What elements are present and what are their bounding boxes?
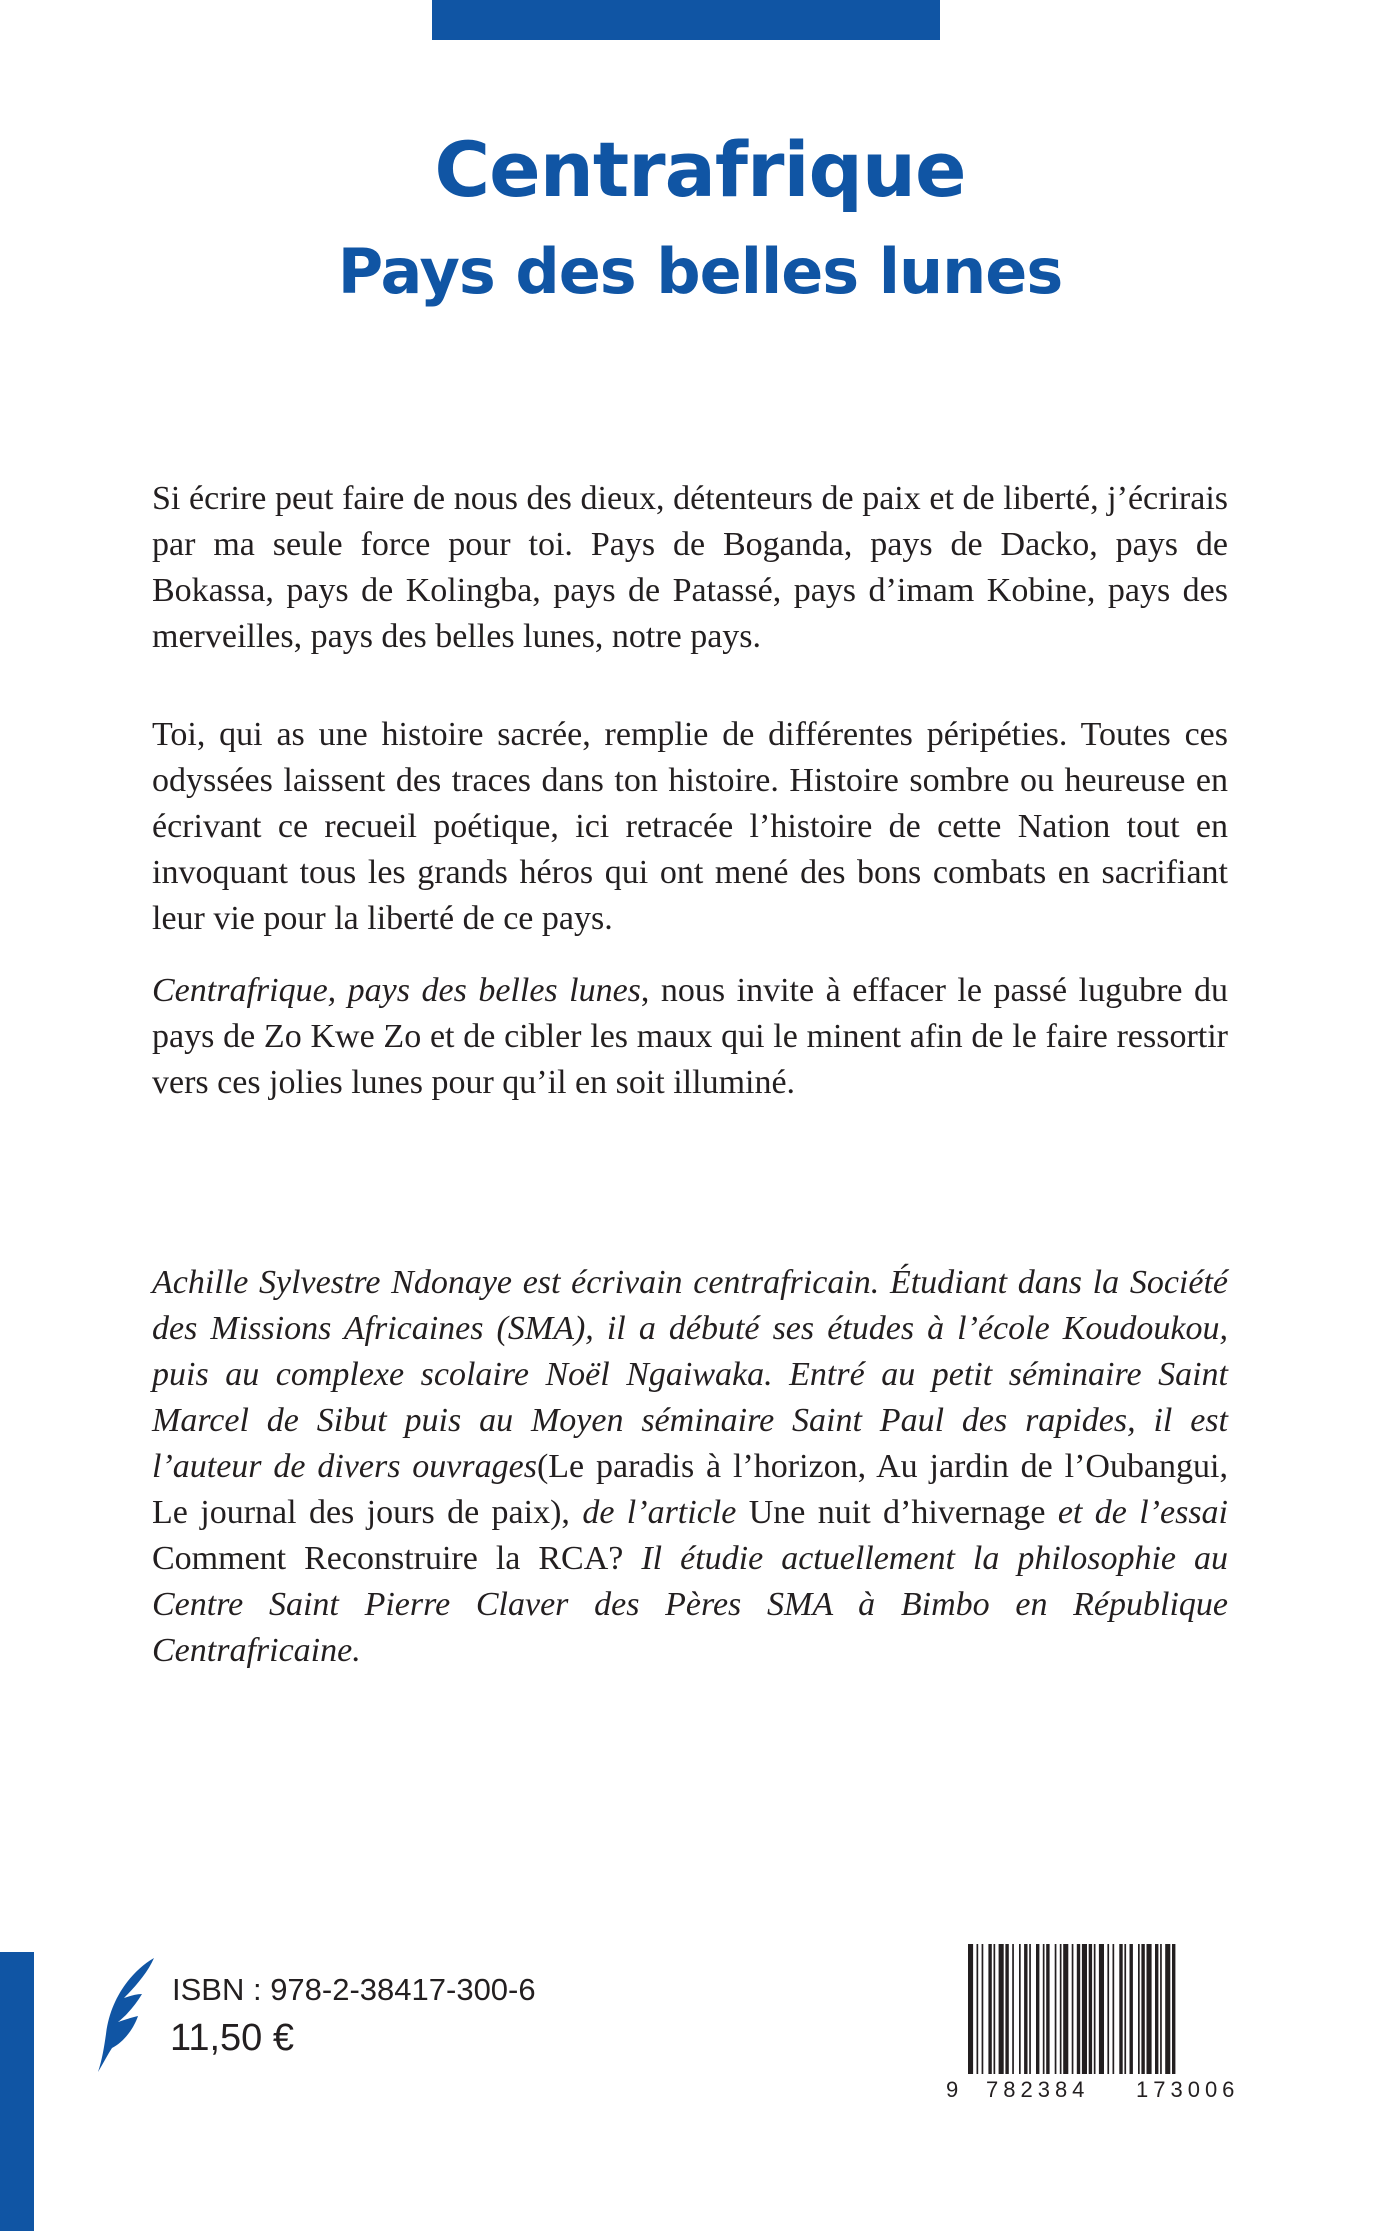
barcode-bar <box>999 1944 1004 2074</box>
barcode-digits-right: 173006 <box>1136 2077 1240 2102</box>
barcode-bar <box>1055 1944 1057 2074</box>
barcode-bar <box>1072 1944 1074 2074</box>
barcode-bar <box>1160 1944 1162 2074</box>
barcode-bar <box>1046 1944 1049 2074</box>
barcode-bar <box>1005 1944 1008 2074</box>
barcode-bar <box>1089 1944 1092 2074</box>
barcode-bar <box>1155 1944 1158 2074</box>
barcode-bar <box>1124 1944 1126 2074</box>
top-accent-bar <box>432 0 940 40</box>
barcode-bar <box>1043 1944 1045 2074</box>
barcode-bar <box>1141 1944 1144 2074</box>
author-bio <box>152 1260 1228 1674</box>
book-title: Centrafrique <box>434 125 966 214</box>
barcode-icon <box>946 1944 1258 2102</box>
barcode-bar <box>1012 1944 1014 2074</box>
barcode-bar <box>977 1944 979 2074</box>
barcode-digits-left: 782384 <box>986 2077 1090 2102</box>
barcode-bar <box>1019 1944 1021 2074</box>
barcode-bar <box>1036 1944 1039 2074</box>
blurb-paragraph-3 <box>152 968 1228 1106</box>
barcode-digits <box>946 2078 1258 2102</box>
author-essay-title: Comment Reconstruire la RCA? <box>152 1540 624 1577</box>
author-article-title: Une nuit d’hivernage <box>748 1494 1046 1531</box>
blurb-paragraph-1: Si écrire peut faire de nous des dieux, détenteurs de paix et de liberté, j’écrirais par ma seule force pour toi. Pays de Boganda, pays de Dacko, pays de Bokassa, pays de Kolingba, pays de Patassé, pays d’imam Kobine, pays des merveilles, pays des belles lunes, notre pays. <box>152 480 1228 655</box>
barcode-bar <box>1082 1944 1087 2074</box>
barcode-bar <box>1107 1944 1109 2074</box>
isbn-label: ISBN : 978-2-38417-300-6 <box>172 1972 536 2007</box>
barcode-bar <box>1130 1944 1133 2074</box>
barcode-bar <box>994 1944 996 2074</box>
barcode-bar <box>1113 1944 1115 2074</box>
author-bio-text-1: Achille Sylvestre Ndonaye est écrivain centrafricain. Étudiant dans la Société des Missions Africaines (SMA), il a débuté ses études à l’école Koudoukou, puis au complexe scolaire Noël Ngaiwaka. Entré au petit séminaire Saint Marcel de Sibut puis au Moyen séminaire Saint Paul des rapides, il est l’auteur de divers ouvrages <box>152 1264 1228 1485</box>
barcode-bar <box>988 1944 991 2074</box>
blurb-paragraph-3-text: , nous invite à effacer le passé lugubre du pays de Zo Kwe Zo et de cibler les maux qui le minent afin de le faire ressortir vers ces jolies lunes pour qu’il en soit illuminé. <box>152 972 1228 1101</box>
blurb-paragraph-2: Toi, qui as une histoire sacrée, remplie de différentes péripéties. Toutes ces odyssées laissent des traces dans ton histoire. Histoire sombre ou heureuse en écrivant ce recueil poétique, ici retracée l’histoire de cette Nation tout en invoquant tous les grands héros qui ont mené des bons combats en sacrifiant leur vie pour la liberté de ce pays. <box>152 716 1228 937</box>
feather-icon <box>96 1956 158 2074</box>
barcode-bar <box>1099 1944 1104 2074</box>
author-bio-text-4: Il étudie actuellement la philosophie au Centre Saint Pierre Claver des Pères SMA à Bimbo en République Centrafricaine. <box>152 1540 1228 1669</box>
barcode-bar <box>1063 1944 1068 2074</box>
barcode-bar <box>1024 1944 1027 2074</box>
barcode-bar <box>968 1944 973 2074</box>
book-subtitle: Pays des belles lunes <box>337 235 1063 308</box>
barcode-bar <box>1119 1944 1122 2074</box>
price-label: 11,50 € <box>170 2017 294 2059</box>
barcode-digit-first: 9 <box>946 2077 959 2102</box>
barcode-bar <box>1060 1944 1062 2074</box>
blurb-title-reference: Centrafrique, pays des belles lunes <box>152 972 641 1009</box>
barcode-bar <box>1147 1944 1152 2074</box>
barcode-bar <box>982 1944 984 2074</box>
author-bio-text-2: de l’article <box>569 1494 749 1531</box>
barcode-bar <box>1029 1944 1031 2074</box>
barcode-bar <box>1138 1944 1140 2074</box>
author-works-list: (Le paradis à l’horizon, Au jardin de l’Oubangui, Le journal des jours de paix), <box>152 1448 1228 1531</box>
bottom-left-accent-bar <box>0 1952 34 2231</box>
barcode-bar <box>1165 1944 1170 2074</box>
barcode-bar <box>1077 1944 1080 2074</box>
barcode-bar <box>1094 1944 1096 2074</box>
barcode-bar <box>1172 1944 1175 2074</box>
author-bio-text-3: et de l’essai <box>1045 1494 1229 1531</box>
